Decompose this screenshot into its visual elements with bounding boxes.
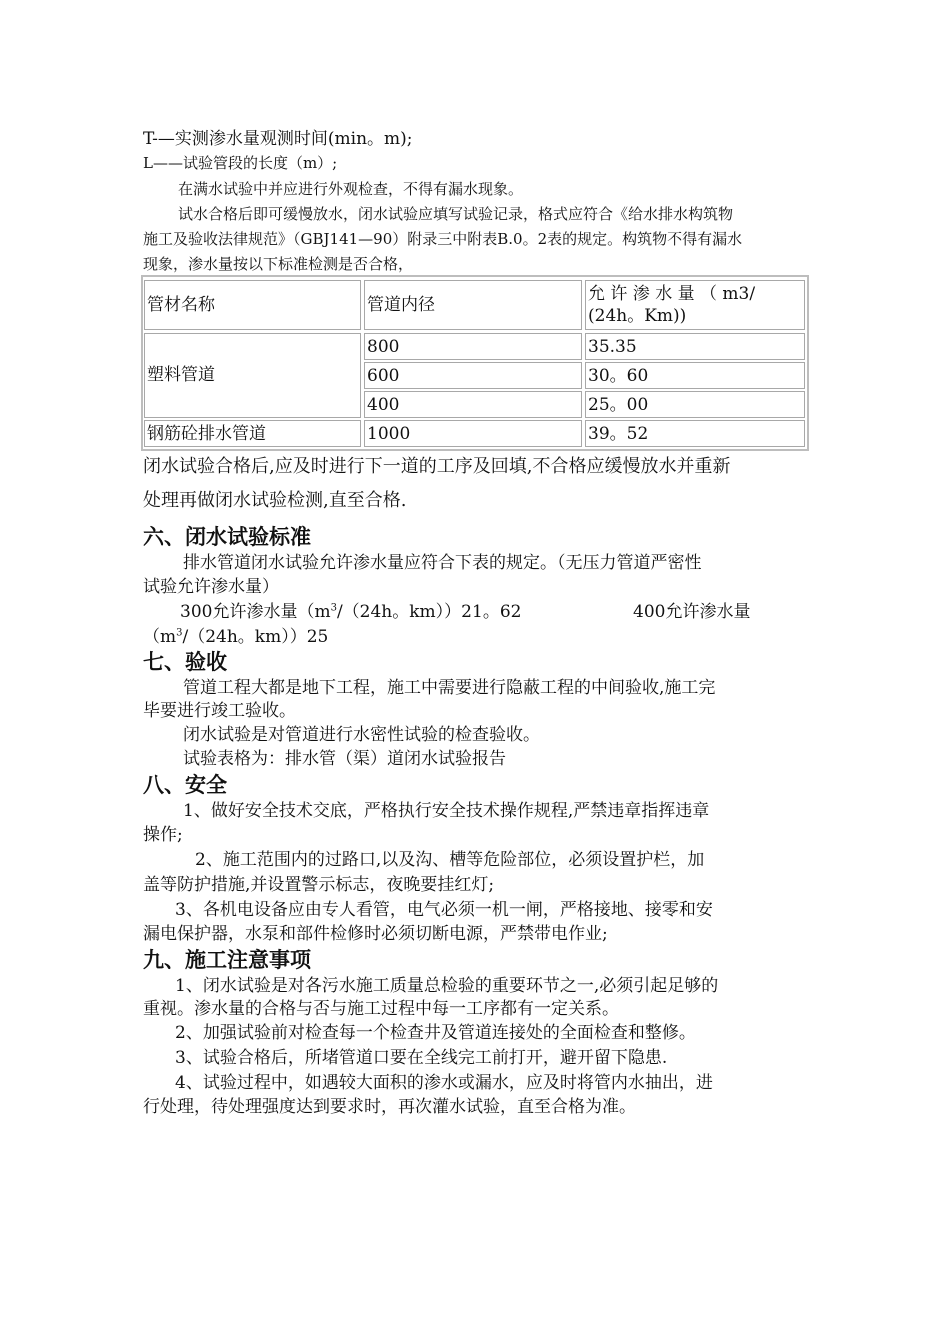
section-6-line-2: 试验允许渗水量） — [143, 577, 279, 597]
table-cell-diameter: 600 — [364, 362, 582, 389]
table-cell-diameter: 1000 — [364, 420, 582, 447]
intro-line-1: T-—实测渗水量观测时间(min。m); — [143, 129, 413, 149]
superscript-3: 3 — [176, 627, 183, 639]
intro-line-3: 在满水试验中并应进行外观检查，不得有漏水现象。 — [178, 180, 524, 198]
table-header-seepage-line1: 允 许 渗 水 量 （ m3/ — [588, 284, 756, 304]
seepage-table — [141, 275, 809, 451]
section-9-item-4-line-1: 4、试验过程中，如遇较大面积的渗水或漏水，应及时将管内水抽出，进 — [175, 1073, 713, 1093]
table-cell-seepage: 35.35 — [585, 333, 805, 360]
intro-line-5: 施工及验收法律规范》（GBJ141—90）附录三中附表B.0。2表的规定。构筑物不得有漏水 — [143, 230, 743, 248]
after-table-line-2: 处理再做闭水试验检测,直至合格. — [143, 490, 407, 511]
table-cell-seepage: 39。52 — [585, 420, 805, 447]
table-cell-diameter: 800 — [364, 333, 582, 360]
section-8-item-1-line-1: 1、做好安全技术交底，严格执行安全技术操作规程,严禁违章指挥违章 — [183, 801, 710, 821]
section-8-title: 八、安全 — [143, 773, 227, 797]
section-6-item-400: 400允许渗水量 — [633, 602, 751, 622]
section-8-item-3-line-2: 漏电保护器，水泵和部件检修时必须切断电源，严禁带电作业; — [143, 924, 608, 944]
table-cell-plastic: 塑料管道 — [144, 333, 361, 418]
section-8-item-3-line-1: 3、各机电设备应由专人看管，电气必须一机一闸，严格接地、接零和安 — [175, 900, 713, 920]
section-9-item-4-line-2: 行处理，待处理强度达到要求时，再次灌水试验，直至合格为准。 — [143, 1097, 636, 1117]
section-6-line-1: 排水管道闭水试验允许渗水量应符合下表的规定。（无压力管道严密性 — [183, 553, 702, 573]
unit-text-a: （m — [143, 627, 177, 647]
intro-line-2: L——试验管段的长度（m）; — [143, 154, 338, 172]
section-9-item-1-line-1: 1、闭水试验是对各污水施工质量总检验的重要环节之一,必须引起足够的 — [175, 976, 719, 996]
superscript-3: 3 — [330, 602, 337, 614]
after-table-line-1: 闭水试验合格后,应及时进行下一道的工序及回填,不合格应缓慢放水并重新 — [143, 456, 731, 477]
section-9-item-3: 3、试验合格后，所堵管道口要在全线完工前打开，避开留下隐患. — [175, 1048, 668, 1068]
section-6-item-300 — [180, 601, 521, 623]
item-300-text-a: 300允许渗水量（m — [180, 602, 331, 622]
section-8-item-2-line-1: 2、施工范围内的过路口,以及沟、槽等危险部位，必须设置护栏，加 — [195, 850, 705, 870]
section-9-title: 九、施工注意事项 — [143, 948, 311, 972]
unit-text-b: /（24h。km））25 — [182, 627, 329, 647]
section-6-title: 六、闭水试验标准 — [143, 525, 311, 549]
section-9-item-2: 2、加强试验前对检查每一个检查井及管道连接处的全面检查和整修。 — [175, 1023, 696, 1043]
table-cell-seepage: 25。00 — [585, 391, 805, 418]
section-7-line-3: 闭水试验是对管道进行水密性试验的检查验收。 — [183, 725, 540, 745]
section-9-item-1-line-2: 重视。渗水量的合格与否与施工过程中每一工序都有一定关系。 — [143, 999, 619, 1019]
section-8-item-2-line-2: 盖等防护措施,并设置警示标志，夜晚要挂红灯; — [143, 875, 495, 895]
section-8-item-1-line-2: 操作; — [143, 825, 183, 845]
table-header-diameter: 管道内径 — [364, 280, 582, 330]
table-cell-concrete: 钢筋砼排水管道 — [144, 420, 361, 447]
table-header-seepage — [585, 280, 805, 330]
section-7-line-2: 毕要进行竣工验收。 — [143, 701, 296, 721]
intro-line-4: 试水合格后即可缓慢放水，闭水试验应填写试验记录，格式应符合《给水排水构筑物 — [178, 205, 734, 223]
section-6-unit-line — [143, 626, 328, 648]
intro-line-6: 现象，渗水量按以下标准检测是否合格， — [143, 255, 414, 273]
item-300-text-b: /（24h。km））21。62 — [336, 602, 522, 622]
section-7-line-1: 管道工程大都是地下工程，施工中需要进行隐蔽工程的中间验收,施工完 — [183, 678, 716, 698]
table-cell-seepage: 30。60 — [585, 362, 805, 389]
table-cell-diameter: 400 — [364, 391, 582, 418]
section-7-line-4: 试验表格为：排水管（渠）道闭水试验报告 — [183, 749, 506, 769]
section-7-title: 七、验收 — [143, 650, 227, 674]
table-header-seepage-line2: (24h。Km)) — [588, 306, 687, 326]
table-header-material: 管材名称 — [144, 280, 361, 330]
